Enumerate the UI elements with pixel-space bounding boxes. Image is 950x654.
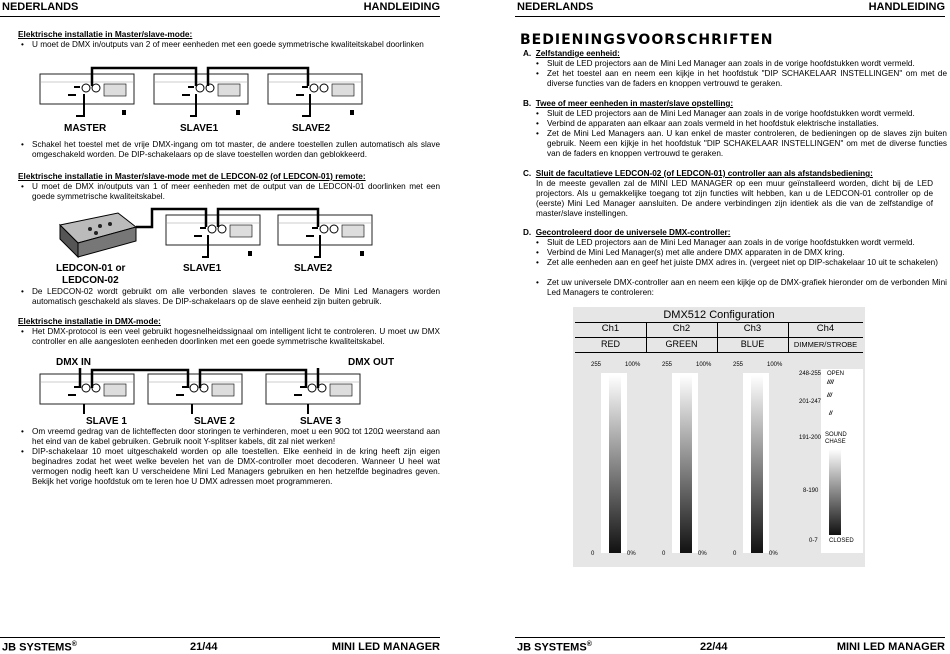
section-d-heading: D. Gecontroleerd door de universele DMX-controller: bbox=[523, 228, 731, 237]
value-255: 255 bbox=[662, 362, 673, 368]
percent-0: 0% bbox=[627, 551, 636, 557]
value-255: 255 bbox=[591, 362, 602, 368]
master-slave-diagram bbox=[36, 64, 396, 124]
value-0: 0 bbox=[591, 551, 595, 557]
diagram-label-ledcon: LEDCON-02 bbox=[62, 275, 119, 286]
bullet-text: • DIP-schakelaar 10 moet uitgeschakeld worden op alle toestellen. Elke eenheid in de kring heeft zijn eigen beginadres zodat het weet welke bevelen het van de DMX-controller moet decoderen. Wanneer U heel wat vermogen nodig heeft kan U verscheidene Mini Led Managers gebruiken en hen hetzelfde beginadres geven. Bekijk het vorige hoofdstuk om te leren hoe U DMX adressen moet programmeren. bbox=[18, 447, 440, 487]
percent-100: 100% bbox=[696, 362, 712, 368]
diagram-label-ledcon: LEDCON-01 or bbox=[56, 263, 126, 274]
range-chase: CHASE bbox=[825, 439, 846, 445]
dmx-in-label: DMX IN bbox=[56, 357, 91, 368]
diagram-label-slave1: SLAVE1 bbox=[183, 263, 222, 274]
dmx-config-chart bbox=[573, 307, 865, 567]
range-label: 8-190 bbox=[803, 488, 819, 494]
ledcon-controller-image bbox=[60, 213, 136, 257]
percent-100: 100% bbox=[625, 362, 641, 368]
left-page bbox=[0, 0, 440, 654]
bullet-text: • U moet de DMX in/outputs van 1 of meer eenheden met de output van de LEDCON-01 doorlinken met een goede symmetrische kwaliteitskabel. bbox=[18, 182, 440, 202]
dimmer-gradient bbox=[829, 449, 841, 535]
section-a-heading: A. Zelfstandige eenheid: bbox=[523, 49, 620, 58]
page-header bbox=[515, 0, 945, 17]
percent-100: 100% bbox=[767, 362, 783, 368]
range-sound: SOUND bbox=[825, 432, 847, 438]
diagram-label-slave1: SLAVE 1 bbox=[86, 416, 127, 427]
range-open: OPEN bbox=[827, 371, 845, 377]
bullet-text: • De LEDCON-02 wordt gebruikt om alle verbonden slaves te controleren. De Mini Led Managers worden automatisch geschakeld als slaves. De DIP-schakelaars op de slave eenheid zijn buiten gebruik. bbox=[18, 287, 440, 307]
header-doc: HANDLEIDING bbox=[868, 1, 945, 13]
strobe-mark: // bbox=[829, 411, 833, 417]
function-label: BLUE bbox=[740, 339, 765, 349]
function-label: RED bbox=[600, 339, 620, 349]
section-title-dmx: Elektrische installatie in DMX-mode: bbox=[18, 316, 161, 326]
footer-brand: JB SYSTEMS® bbox=[2, 641, 77, 654]
range-closed: CLOSED bbox=[829, 538, 854, 544]
fader-gradient bbox=[751, 375, 763, 553]
bullet-text: • Zet alle eenheden aan en geef het juiste DMX adres in. (vergeet niet op DIP-schakelaar 10 uit te schakelen) bbox=[533, 258, 947, 268]
diagram-label-slave1: SLAVE1 bbox=[180, 123, 219, 134]
header-language: NEDERLANDS bbox=[2, 1, 79, 13]
section-title-master-slave: Elektrische installatie in Master/slave-mode: bbox=[18, 29, 193, 39]
bullet-text: • Om vreemd gedrag van de lichteffecten door storingen te verhinderen, moet u een 90Ω tot 120Ω weerstand aan het eind van de kabel gebruiken. Gebruik nooit Y-splitser kabels, dit zal niet werken! bbox=[18, 427, 440, 447]
header-doc: HANDLEIDING bbox=[363, 1, 440, 13]
percent-0: 0% bbox=[769, 551, 778, 557]
right-page bbox=[515, 0, 945, 654]
strobe-mark: /// bbox=[827, 393, 833, 399]
page-number: 22/44 bbox=[700, 641, 728, 653]
section-b-heading: B. Twee of meer eenheden in master/slave opstelling: bbox=[523, 99, 734, 108]
channel-header: Ch4 bbox=[816, 323, 835, 334]
bullet-text: • Zet de Mini Led Managers aan. U kan enkel de master controleren, de bedieningen op de slaves zijn buiten gebruik. Neem een kijkje in het hoofdstuk "DIP SCHAKELAAR INSTELLINGEN" om met de diverse functies van de faders en knoppen vertrouwd te geraken. bbox=[533, 129, 947, 159]
bullet-text: • Sluit de LED projectors aan de Mini Led Manager aan zoals in de vorige hoofdstukken wordt vermeld. bbox=[533, 238, 947, 248]
dmx-diagram bbox=[36, 368, 396, 418]
diagram-label-slave2: SLAVE 2 bbox=[194, 416, 235, 427]
section-c-paragraph: In de meeste gevallen zal de MINI LED MANAGER op een muur geïnstalleerd worden, dicht bij de LED projectors. Als u gemakkelijke toegang tot zijn functies wilt hebben, kan u de LEDCON-01 controller op de (eerste) Mini Led Manager aansluiten. De andere verbindingen zijn identiek als die van de zelfstandige of master/slave instellingen. bbox=[536, 179, 933, 218]
section-c-heading: C. Sluit de facultatieve LEDCON-02 (of LEDCON-01) controller aan als afstandsbediening: bbox=[523, 169, 873, 178]
bullet-text: • Zet het toestel aan en neem een kijkje in het hoofdstuk "DIP SCHAKELAAR INSTELLINGEN" om met de diverse functies van de faders en knoppen vertrouwd te geraken. bbox=[533, 69, 947, 89]
footer-product: MINI LED MANAGER bbox=[836, 641, 945, 653]
range-label: 0-7 bbox=[809, 538, 818, 544]
range-label: 191-200 bbox=[799, 435, 822, 441]
bullet-text: • Verbind de Mini Led Manager(s) met alle andere DMX apparaten in de DMX kring. bbox=[533, 248, 947, 258]
page-number: 21/44 bbox=[190, 641, 218, 653]
bullet-text: • U moet de DMX in/outputs van 2 of meer eenheden met een goede symmetrische kwaliteitskabel doorlinken bbox=[18, 40, 440, 50]
diagram-label-master: MASTER bbox=[64, 123, 107, 134]
channel-header: Ch2 bbox=[672, 323, 691, 334]
bullet-text: • Zet uw universele DMX-controller aan en neem een kijkje op de DMX-grafiek hieronder om de verbonden Mini Led Managers te controleren: bbox=[533, 278, 947, 298]
range-label: 201-247 bbox=[799, 399, 822, 405]
channel-header: Ch1 bbox=[601, 323, 620, 334]
bullet-text: • Verbind de apparaten aan elkaar aan zoals vermeld in het hoofdstuk elektrische installaties. bbox=[533, 119, 947, 129]
section-title-ledcon: Elektrische installatie in Master/slave-mode met de LEDCON-02 (of LEDCON-01) remote: bbox=[18, 171, 366, 181]
value-255: 255 bbox=[733, 362, 744, 368]
value-0: 0 bbox=[662, 551, 666, 557]
fader-gradient bbox=[680, 375, 692, 553]
bullet-text: • Sluit de LED projectors aan de Mini Led Manager aan zoals in de vorige hoofdstukken wordt vermeld. bbox=[533, 59, 947, 69]
channel-header: Ch3 bbox=[743, 323, 762, 334]
diagram-label-slave2: SLAVE2 bbox=[292, 123, 331, 134]
bullet-text: • Sluit de LED projectors aan de Mini Led Manager aan zoals in de vorige hoofdstukken wordt vermeld. bbox=[533, 109, 947, 119]
header-language: NEDERLANDS bbox=[517, 1, 594, 13]
diagram-label-slave2: SLAVE2 bbox=[294, 263, 333, 274]
dmx-out-label: DMX OUT bbox=[348, 357, 395, 368]
bullet-text: • Het DMX-protocol is een veel gebruikt hogesnelheidssignaal om intelligent licht te controleren. U moet uw DMX controller en alle aangesloten eenheden doorlinken met een goede symmetrische kwaliteitskabel. bbox=[18, 327, 440, 347]
page-footer bbox=[515, 637, 945, 654]
value-0: 0 bbox=[733, 551, 737, 557]
strobe-mark: //// bbox=[827, 380, 834, 386]
function-label: GREEN bbox=[665, 339, 698, 349]
bullet-text: • Schakel het toestel met de vrije DMX-ingang om tot master, de andere toestellen zullen automatisch als slave omgeschakeld worden. De DIP-schakelaars op de slave toestellen worden dan geblokkeerd. bbox=[18, 140, 440, 160]
dmx-chart-title: DMX512 Configuration bbox=[663, 309, 775, 321]
page-header bbox=[0, 0, 440, 17]
percent-0: 0% bbox=[698, 551, 707, 557]
diagram-label-slave3: SLAVE 3 bbox=[300, 416, 341, 427]
page-title: BEDIENINGSVOORSCHRIFTEN bbox=[520, 32, 774, 48]
ledcon-diagram bbox=[56, 205, 386, 263]
footer-brand: JB SYSTEMS® bbox=[517, 641, 592, 654]
fader-gradient bbox=[609, 375, 621, 553]
footer-product: MINI LED MANAGER bbox=[331, 641, 440, 653]
page-footer bbox=[0, 637, 440, 654]
function-label: DIMMER/STROBE bbox=[793, 340, 858, 349]
range-label: 248-255 bbox=[799, 371, 822, 377]
